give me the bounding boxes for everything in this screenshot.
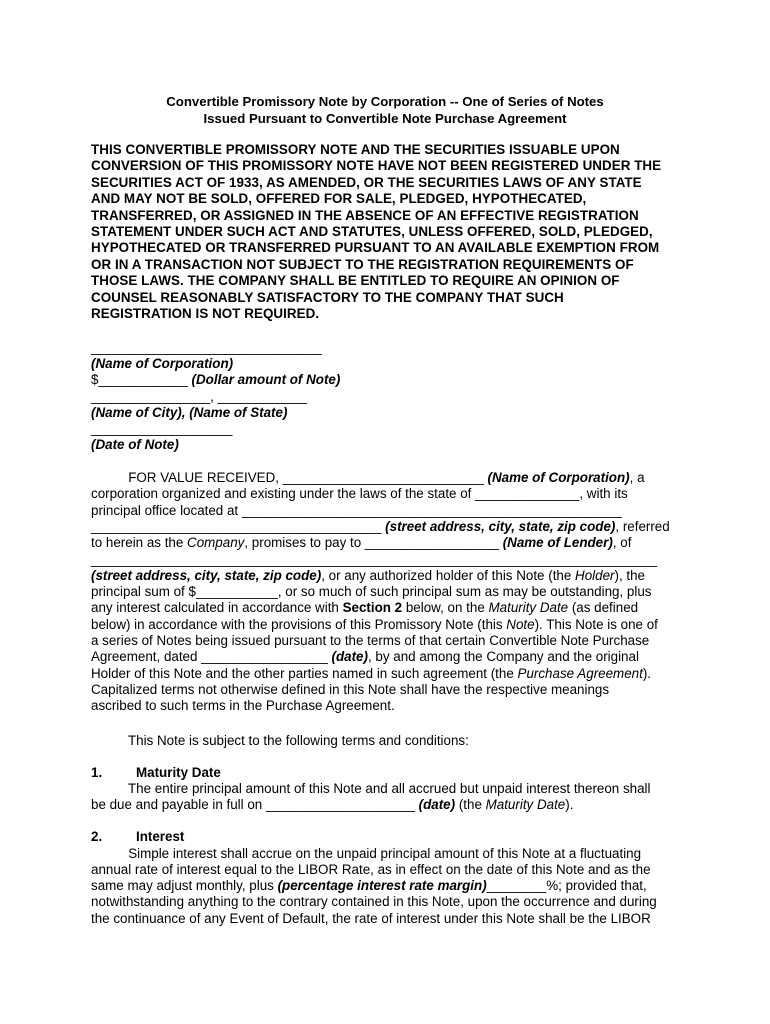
document-title-line-1: Convertible Promissory Note by Corporation -- One of Series of Notes (166, 94, 604, 109)
paragraph-line (91, 797, 573, 813)
text-run: ). This Note is one of (534, 617, 658, 632)
text-run: FOR VALUE RECEIVED, ___________________________ (91, 470, 488, 485)
text-run: Note (506, 617, 535, 632)
paragraph-line: ascribed to such terms in the Purchase Agreement. (91, 698, 395, 713)
text-run: , promises to pay to __________________ (244, 535, 503, 550)
text-run: ). (565, 797, 574, 812)
text-run: Maturity Date (485, 797, 566, 812)
dollar-amount-line (91, 372, 340, 388)
text-run: Company (187, 535, 245, 550)
text-run: (the (455, 797, 486, 812)
note-date-blank[interactable]: ___________________ (91, 421, 233, 436)
paragraph-line (91, 878, 647, 894)
paragraph-line: The entire principal amount of this Note and all accrued but unpaid interest thereon shall (91, 781, 651, 796)
legend-line: STATEMENT UNDER SUCH ACT AND STATUTES, UNLESS OFFERED, SOLD, PLEDGED, (91, 224, 653, 239)
dollar-amount-blank[interactable]: $____________ (91, 372, 192, 387)
text-run: below) in accordance with the provisions of this Promissory Note (this (91, 617, 507, 632)
text-run: Purchase Agreement (517, 666, 643, 681)
terms-intro: This Note is subject to the following terms and conditions: (91, 733, 469, 748)
paragraph-line: a series of Notes being issued pursuant to the terms of that certain Convertible Note Purchase (91, 633, 650, 648)
paragraph-line: the continuance of any Event of Default, the rate of interest under this Note shall be the LIBOR (91, 911, 651, 926)
text-run: Agreement, dated _________________ (91, 649, 332, 664)
paragraph-line: ____________________________________________________________________________ (91, 552, 657, 567)
text-run: (percentage interest rate margin) (277, 878, 487, 893)
text-run: , of (612, 535, 632, 550)
paragraph-line (91, 666, 651, 682)
text-run: Holder of this Note and the other parties named in such agreement (the (91, 666, 518, 681)
text-run: , referred (615, 519, 670, 534)
legend-line: REGISTRATION IS NOT REQUIRED. (91, 306, 320, 321)
paragraph-line: Simple interest shall accrue on the unpaid principal amount of this Note at a fluctuating (91, 846, 642, 861)
legend-line: OR IN A TRANSACTION NOT SUBJECT TO THE REGISTRATION REQUIREMENTS OF (91, 257, 634, 272)
text-run: ). (642, 666, 651, 681)
text-run: (date) (418, 797, 456, 812)
text-run: Section 2 (342, 600, 403, 615)
paragraph-line (91, 649, 639, 665)
paragraph-line: principal sum of $___________, or so much of such principal sum as may be outstanding, plus (91, 584, 652, 599)
text-run: (street address, city, state, zip code) (385, 519, 616, 534)
text-run: ________%; provided that, (486, 878, 647, 893)
legend-line: CONVERSION OF THIS PROMISSORY NOTE HAVE NOT BEEN REGISTERED UNDER THE (91, 158, 662, 173)
paragraph-line (91, 617, 658, 633)
section-title: Interest (136, 829, 185, 844)
legend-line: COUNSEL REASONABLY SATISFACTORY TO THE COMPANY THAT SUCH (91, 290, 564, 305)
text-run: ), the (614, 568, 645, 583)
text-run: (Name of Corporation) (487, 470, 630, 485)
legend-line: HYPOTHECATED OR TRANSFERRED PURSUANT TO AN AVAILABLE EXEMPTION FROM (91, 240, 660, 255)
legend-line: SECURITIES ACT OF 1933, AS AMENDED, OR THE SECURITIES LAWS OF ANY STATE (91, 175, 642, 190)
paragraph-line (91, 600, 638, 616)
text-run: Holder (575, 568, 615, 583)
paragraph-line: principal office located at ___________________________________________________ (91, 503, 622, 518)
legend-line: AND MAY NOT BE SOLD, OFFERED FOR SALE, PLEDGED, HYPOTHECATED, (91, 191, 587, 206)
section-heading (91, 829, 184, 845)
text-run: Maturity Date (488, 600, 569, 615)
corporation-name-label: (Name of Corporation) (91, 356, 234, 371)
legend-line: THOSE LAWS. THE COMPANY SHALL BE ENTITLED TO REQUIRE AN OPINION OF (91, 273, 620, 288)
text-run: any interest calculated in accordance with (91, 600, 343, 615)
corporation-name-blank[interactable]: _______________________________ (91, 340, 322, 355)
legend-line: THIS CONVERTIBLE PROMISSORY NOTE AND THE SECURITIES ISSUABLE UPON (91, 142, 620, 157)
section-number: 1. (91, 765, 103, 780)
text-run: (as defined (568, 600, 639, 615)
dollar-amount-label: (Dollar amount of Note) (191, 372, 341, 387)
text-run: (street address, city, state, zip code) (91, 568, 322, 583)
text-run: , by and among the Company and the original (367, 649, 639, 664)
text-run: , or any authorized holder of this Note (the (321, 568, 576, 583)
city-state-blanks[interactable]: ________________, ____________ (91, 389, 307, 404)
paragraph-line (91, 470, 645, 486)
section-heading (91, 765, 221, 781)
section-number: 2. (91, 829, 103, 844)
note-date-label: (Date of Note) (91, 437, 179, 452)
document-title-line-2: Issued Pursuant to Convertible Note Purchase Agreement (203, 111, 567, 126)
text-run: , a (629, 470, 645, 485)
section-title: Maturity Date (136, 765, 221, 780)
city-state-label: (Name of City), (Name of State) (91, 405, 288, 420)
paragraph-line: Capitalized terms not otherwise defined in this Note shall have the respective meanings (91, 682, 610, 697)
paragraph-line: corporation organized and existing under the laws of the state of ______________, with its (91, 486, 628, 501)
text-run: (date) (331, 649, 368, 664)
text-run: below, on the (402, 600, 489, 615)
paragraph-line (91, 568, 645, 584)
paragraph-line (91, 535, 631, 551)
text-run: _______________________________________ (91, 519, 386, 534)
paragraph-line (91, 519, 670, 535)
text-run: (Name of Lender) (502, 535, 613, 550)
legend-line: TRANSFERRED, OR ASSIGNED IN THE ABSENCE OF AN EFFECTIVE REGISTRATION (91, 208, 639, 223)
text-run: same may adjust monthly, plus (91, 878, 278, 893)
text-run: to herein as the (91, 535, 188, 550)
text-run: be due and payable in full on ____________________ (91, 797, 419, 812)
paragraph-line: notwithstanding anything to the contrary contained in this Note, upon the occurrence and during (91, 894, 657, 909)
paragraph-line: annual rate of interest equal to the LIBOR Rate, as in effect on the date of this Note and as the (91, 862, 651, 877)
